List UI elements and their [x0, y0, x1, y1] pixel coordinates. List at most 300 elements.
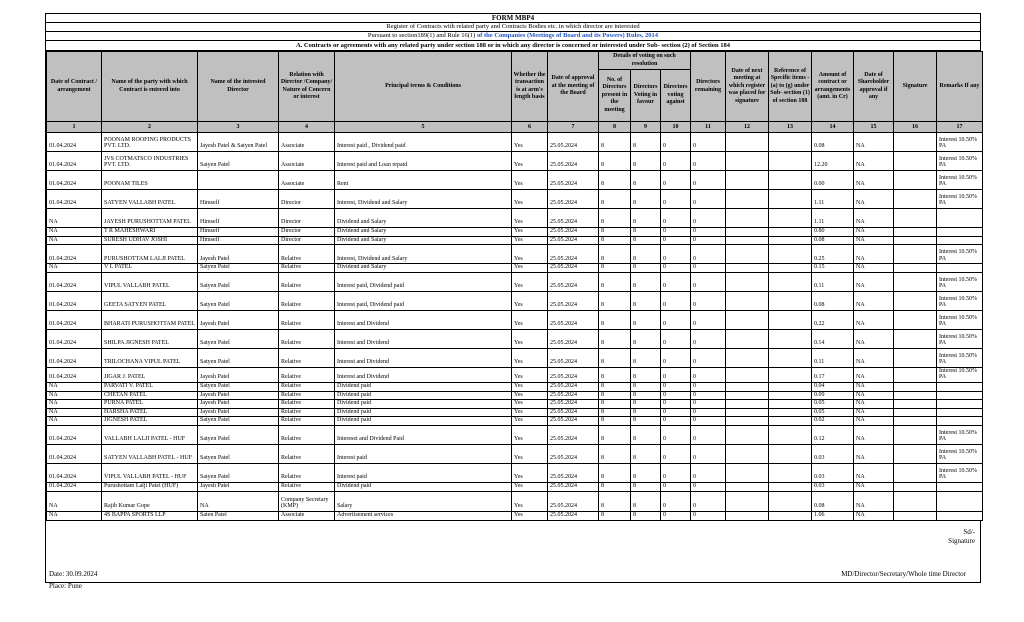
- cell-party: V L PATEL: [102, 264, 198, 273]
- cell-party: JIGAR J. PATEL: [102, 367, 198, 382]
- cell-voting-against: 0: [661, 133, 691, 152]
- cell-directors-remaining: 0: [691, 491, 726, 511]
- col-header-party-name: Name of the party with which Contract is entered into: [102, 52, 198, 122]
- cell-amount: 0.15: [812, 264, 854, 273]
- cell-terms: Interest and Dividend: [335, 367, 512, 382]
- table-row: [47, 400, 983, 409]
- cell-amount: 1.06: [812, 511, 854, 520]
- cell-relation: Relative: [279, 391, 335, 400]
- cell-shareholder-approval: NA: [854, 382, 894, 391]
- cell-director: Himself: [198, 190, 279, 209]
- cell-party: PURNA PATEL: [102, 400, 198, 409]
- cell-next-meeting: [726, 264, 769, 273]
- col-header-board-approval-date: Date of approval at the meeting of the Board: [548, 52, 599, 122]
- cell-directors-present: 8: [599, 400, 631, 409]
- cell-directors-present: 8: [599, 482, 631, 491]
- cell-shareholder-approval: NA: [854, 245, 894, 264]
- cell-approval-date: 25.05.2024: [548, 133, 599, 152]
- cell-voting-favour: 8: [631, 310, 661, 329]
- cell-party: Rajib Kumar Gope: [102, 491, 198, 511]
- cell-amount: 0.08: [812, 491, 854, 511]
- cell-terms: Interest and Dividend: [335, 348, 512, 367]
- cell-voting-favour: 8: [631, 152, 661, 171]
- cell-remarks: Interest 10.50% PA: [937, 348, 983, 367]
- cell-signature: [894, 425, 937, 444]
- cell-relation: Relative: [279, 400, 335, 409]
- cell-terms: Dividend paid: [335, 408, 512, 417]
- cell-directors-remaining: 0: [691, 190, 726, 209]
- cell-reference: [769, 228, 812, 237]
- form-title: FORM MBP4: [46, 14, 980, 23]
- cell-reference: [769, 190, 812, 209]
- table-row: [47, 133, 983, 152]
- cell-director: Satyen Patel: [198, 152, 279, 171]
- col-number: 9: [631, 122, 661, 133]
- cell-directors-present: 8: [599, 245, 631, 264]
- cell-shareholder-approval: NA: [854, 152, 894, 171]
- cell-director: Satyen Patel: [198, 417, 279, 426]
- table-row: [47, 190, 983, 209]
- cell-signature: [894, 291, 937, 310]
- cell-directors-remaining: 0: [691, 272, 726, 291]
- cell-date: 01.04.2024: [47, 310, 102, 329]
- cell-director: Jayesh Patel: [198, 408, 279, 417]
- cell-voting-against: 0: [661, 511, 691, 520]
- cell-directors-present: 8: [599, 236, 631, 245]
- cell-remarks: Interest 10.50% PA: [937, 171, 983, 190]
- cell-party: VALLABH LALJI PATEL - HUF: [102, 425, 198, 444]
- cell-directors-present: 8: [599, 463, 631, 482]
- cell-arms-length: Yes: [512, 291, 548, 310]
- cell-directors-remaining: 0: [691, 511, 726, 520]
- cell-reference: [769, 133, 812, 152]
- cell-amount: 12.20: [812, 152, 854, 171]
- cell-next-meeting: [726, 245, 769, 264]
- cell-directors-remaining: 0: [691, 171, 726, 190]
- table-row: [47, 425, 983, 444]
- cell-directors-remaining: 0: [691, 348, 726, 367]
- cell-next-meeting: [726, 291, 769, 310]
- col-header-next-meeting-date: Date of next meeting at which register was placed for signature: [726, 52, 769, 122]
- cell-date: 01.04.2024: [47, 291, 102, 310]
- cell-voting-favour: 8: [631, 400, 661, 409]
- cell-party: POONAM TILES: [102, 171, 198, 190]
- cell-directors-remaining: 0: [691, 228, 726, 237]
- cell-directors-present: 8: [599, 382, 631, 391]
- col-number: 5: [335, 122, 512, 133]
- cell-reference: [769, 209, 812, 228]
- cell-voting-against: 0: [661, 310, 691, 329]
- cell-next-meeting: [726, 228, 769, 237]
- cell-amount: 0.80: [812, 228, 854, 237]
- cell-approval-date: 25.05.2024: [548, 491, 599, 511]
- cell-voting-favour: 8: [631, 408, 661, 417]
- cell-signature: [894, 228, 937, 237]
- table-row: [47, 391, 983, 400]
- cell-directors-remaining: 0: [691, 425, 726, 444]
- cell-shareholder-approval: NA: [854, 425, 894, 444]
- cell-remarks: Interest 10.50% PA: [937, 272, 983, 291]
- cell-terms: Dividend and Salary: [335, 236, 512, 245]
- cell-arms-length: Yes: [512, 236, 548, 245]
- col-header-voting-against: Directors voting against: [661, 70, 691, 122]
- cell-voting-against: 0: [661, 245, 691, 264]
- cell-party: T R MAHESHWARI: [102, 228, 198, 237]
- cell-reference: [769, 264, 812, 273]
- cell-terms: Dividend paid: [335, 417, 512, 426]
- cell-remarks: [937, 382, 983, 391]
- cell-director: Saten Patel: [198, 511, 279, 520]
- cell-terms: Interest and Dividend: [335, 310, 512, 329]
- cell-shareholder-approval: NA: [854, 417, 894, 426]
- cell-voting-favour: 8: [631, 133, 661, 152]
- col-number: 12: [726, 122, 769, 133]
- column-number-row: [47, 122, 983, 133]
- col-number: 2: [102, 122, 198, 133]
- cell-remarks: Interest 10.50% PA: [937, 463, 983, 482]
- cell-voting-against: 0: [661, 291, 691, 310]
- cell-terms: Interest paid: [335, 463, 512, 482]
- cell-relation: Relative: [279, 264, 335, 273]
- cell-reference: [769, 329, 812, 348]
- cell-arms-length: Yes: [512, 425, 548, 444]
- cell-director: NA: [198, 491, 279, 511]
- cell-approval-date: 25.05.2024: [548, 482, 599, 491]
- cell-relation: Relative: [279, 367, 335, 382]
- signature-block: [948, 528, 975, 546]
- table-row: [47, 209, 983, 228]
- cell-amount: 0.11: [812, 272, 854, 291]
- cell-reference: [769, 367, 812, 382]
- cell-shareholder-approval: NA: [854, 264, 894, 273]
- cell-remarks: Interest 10.50% PA: [937, 444, 983, 463]
- table-row: [47, 417, 983, 426]
- cell-shareholder-approval: NA: [854, 236, 894, 245]
- col-header-voting-favour: Directors Voting in favour: [631, 70, 661, 122]
- cell-directors-present: 8: [599, 329, 631, 348]
- cell-voting-against: 0: [661, 272, 691, 291]
- cell-date: NA: [47, 228, 102, 237]
- cell-signature: [894, 348, 937, 367]
- cell-amount: 0.03: [812, 444, 854, 463]
- cell-reference: [769, 152, 812, 171]
- cell-amount: 0.17: [812, 367, 854, 382]
- col-number: 6: [512, 122, 548, 133]
- cell-approval-date: 25.05.2024: [548, 391, 599, 400]
- cell-directors-remaining: 0: [691, 444, 726, 463]
- cell-reference: [769, 391, 812, 400]
- cell-signature: [894, 272, 937, 291]
- cell-director: Satyen Patel: [198, 272, 279, 291]
- cell-voting-against: 0: [661, 329, 691, 348]
- cell-relation: Relative: [279, 408, 335, 417]
- cell-directors-remaining: 0: [691, 310, 726, 329]
- cell-relation: Associate: [279, 511, 335, 520]
- cell-date: 01.04.2024: [47, 463, 102, 482]
- cell-amount: 0.04: [812, 382, 854, 391]
- cell-party: SURESH UDHAV JOSHI: [102, 236, 198, 245]
- cell-date: 01.04.2024: [47, 133, 102, 152]
- pursuant-text-blue: of the Companies (Meetings of Board and its Powers) Rules, 2014: [476, 32, 659, 39]
- cell-voting-against: 0: [661, 152, 691, 171]
- cell-voting-favour: 8: [631, 329, 661, 348]
- cell-next-meeting: [726, 152, 769, 171]
- cell-approval-date: 25.05.2024: [548, 511, 599, 520]
- cell-terms: Dividend and Salary: [335, 209, 512, 228]
- cell-voting-against: 0: [661, 348, 691, 367]
- cell-party: JIGNESH PATEL: [102, 417, 198, 426]
- cell-next-meeting: [726, 133, 769, 152]
- table-row: [47, 382, 983, 391]
- cell-relation: Relative: [279, 463, 335, 482]
- cell-reference: [769, 348, 812, 367]
- cell-arms-length: Yes: [512, 482, 548, 491]
- cell-remarks: Interest 10.50% PA: [937, 152, 983, 171]
- cell-signature: [894, 190, 937, 209]
- cell-remarks: [937, 482, 983, 491]
- cell-remarks: Interest 10.50% PA: [937, 190, 983, 209]
- cell-reference: [769, 482, 812, 491]
- cell-reference: [769, 310, 812, 329]
- cell-date: NA: [47, 236, 102, 245]
- cell-terms: Dividend paid: [335, 391, 512, 400]
- col-header-signature: Signature: [894, 52, 937, 122]
- cell-date: 01.04.2024: [47, 152, 102, 171]
- cell-arms-length: Yes: [512, 190, 548, 209]
- cell-director: Jayesh Patel: [198, 367, 279, 382]
- cell-voting-favour: 8: [631, 245, 661, 264]
- cell-arms-length: Yes: [512, 152, 548, 171]
- cell-date: 01.04.2024: [47, 245, 102, 264]
- footer-place: Place: Pune: [49, 581, 82, 590]
- cell-reference: [769, 291, 812, 310]
- col-number: 1: [47, 122, 102, 133]
- cell-terms: Dividend and Salary: [335, 264, 512, 273]
- footer-date: Date: 30.09.2024: [49, 569, 98, 578]
- cell-party: GEETA SATYEN PATEL: [102, 291, 198, 310]
- cell-directors-present: 8: [599, 272, 631, 291]
- cell-party: HARSHA PATEL: [102, 408, 198, 417]
- cell-date: 01.04.2024: [47, 171, 102, 190]
- cell-date: 01.04.2024: [47, 425, 102, 444]
- cell-shareholder-approval: NA: [854, 348, 894, 367]
- cell-directors-present: 8: [599, 425, 631, 444]
- table-row: [47, 444, 983, 463]
- cell-voting-favour: 8: [631, 171, 661, 190]
- cell-remarks: Interest 10.50% PA: [937, 425, 983, 444]
- cell-relation: Director: [279, 236, 335, 245]
- cell-remarks: [937, 400, 983, 409]
- col-number: 7: [548, 122, 599, 133]
- cell-approval-date: 25.05.2024: [548, 408, 599, 417]
- sd-label: Sd/-: [963, 527, 975, 536]
- cell-signature: [894, 152, 937, 171]
- cell-shareholder-approval: NA: [854, 133, 894, 152]
- cell-next-meeting: [726, 391, 769, 400]
- cell-terms: Dividend paid: [335, 400, 512, 409]
- cell-director: Satyen Patel: [198, 425, 279, 444]
- cell-directors-present: 8: [599, 391, 631, 400]
- cell-directors-present: 8: [599, 209, 631, 228]
- cell-reference: [769, 444, 812, 463]
- cell-directors-present: 8: [599, 417, 631, 426]
- cell-next-meeting: [726, 329, 769, 348]
- cell-voting-against: 0: [661, 391, 691, 400]
- cell-voting-favour: 8: [631, 444, 661, 463]
- cell-arms-length: Yes: [512, 491, 548, 511]
- cell-relation: Associate: [279, 133, 335, 152]
- cell-voting-favour: 8: [631, 425, 661, 444]
- cell-relation: Director: [279, 209, 335, 228]
- cell-arms-length: Yes: [512, 264, 548, 273]
- cell-remarks: Interest 10.50% PA: [937, 245, 983, 264]
- cell-next-meeting: [726, 425, 769, 444]
- cell-party: BHARATI PURUSHOTTAM PATEL: [102, 310, 198, 329]
- cell-amount: 0.05: [812, 408, 854, 417]
- cell-approval-date: 25.05.2024: [548, 171, 599, 190]
- cell-arms-length: Yes: [512, 272, 548, 291]
- section-a-line: A. Contracts or agreements with any related party under section 188 or in which any director is concerned or interested under Sub- section (2) of Section 184: [46, 41, 980, 51]
- cell-remarks: [937, 209, 983, 228]
- cell-voting-favour: 8: [631, 190, 661, 209]
- cell-arms-length: Yes: [512, 209, 548, 228]
- cell-director: Satyen Patel: [198, 264, 279, 273]
- cell-directors-remaining: 0: [691, 245, 726, 264]
- cell-arms-length: Yes: [512, 329, 548, 348]
- cell-date: NA: [47, 391, 102, 400]
- cell-arms-length: Yes: [512, 228, 548, 237]
- cell-voting-against: 0: [661, 209, 691, 228]
- cell-relation: Company Secretary (KMP): [279, 491, 335, 511]
- cell-shareholder-approval: NA: [854, 482, 894, 491]
- table-row: [47, 463, 983, 482]
- cell-signature: [894, 133, 937, 152]
- cell-voting-against: 0: [661, 463, 691, 482]
- cell-directors-present: 8: [599, 310, 631, 329]
- cell-party: JAYESH PURUSHOTTAM PATEL: [102, 209, 198, 228]
- cell-signature: [894, 400, 937, 409]
- cell-arms-length: Yes: [512, 171, 548, 190]
- cell-approval-date: 25.05.2024: [548, 310, 599, 329]
- cell-relation: Associate: [279, 171, 335, 190]
- cell-reference: [769, 382, 812, 391]
- cell-date: NA: [47, 511, 102, 520]
- cell-director: Satyen Patel: [198, 329, 279, 348]
- cell-voting-against: 0: [661, 236, 691, 245]
- cell-date: NA: [47, 382, 102, 391]
- cell-director: [198, 171, 279, 190]
- cell-directors-remaining: 0: [691, 367, 726, 382]
- cell-date: 01.04.2024: [47, 190, 102, 209]
- cell-director: Satyen Patel: [198, 382, 279, 391]
- cell-arms-length: Yes: [512, 382, 548, 391]
- cell-directors-remaining: 0: [691, 463, 726, 482]
- cell-shareholder-approval: NA: [854, 291, 894, 310]
- cell-director: Jayesh Patel: [198, 391, 279, 400]
- col-header-date-of-contract: Date of Contract / arrangement: [47, 52, 102, 122]
- cell-directors-remaining: 0: [691, 391, 726, 400]
- cell-shareholder-approval: NA: [854, 400, 894, 409]
- cell-party: CHETAN PATEL: [102, 391, 198, 400]
- cell-voting-favour: 8: [631, 367, 661, 382]
- form-subtitle: Register of Contracts with related party and Contracts Bodies etc. in which director are interested: [46, 23, 980, 32]
- cell-arms-length: Yes: [512, 463, 548, 482]
- cell-next-meeting: [726, 348, 769, 367]
- cell-directors-present: 8: [599, 491, 631, 511]
- cell-amount: 0.14: [812, 329, 854, 348]
- cell-party: 4S BAPPA SPORTS LLP: [102, 511, 198, 520]
- cell-director: Satyen Patel: [198, 348, 279, 367]
- cell-arms-length: Yes: [512, 400, 548, 409]
- cell-directors-present: 8: [599, 171, 631, 190]
- cell-arms-length: Yes: [512, 245, 548, 264]
- cell-next-meeting: [726, 511, 769, 520]
- table-row: [47, 348, 983, 367]
- cell-arms-length: Yes: [512, 310, 548, 329]
- cell-signature: [894, 463, 937, 482]
- table-row: [47, 329, 983, 348]
- cell-next-meeting: [726, 444, 769, 463]
- col-number: 10: [661, 122, 691, 133]
- col-number: 13: [769, 122, 812, 133]
- table-row: [47, 367, 983, 382]
- signature-label: Signature: [948, 536, 975, 545]
- cell-director: Himself: [198, 236, 279, 245]
- cell-director: Satyen Patel: [198, 463, 279, 482]
- cell-next-meeting: [726, 367, 769, 382]
- cell-voting-favour: 8: [631, 463, 661, 482]
- cell-relation: Relative: [279, 272, 335, 291]
- cell-shareholder-approval: NA: [854, 228, 894, 237]
- cell-shareholder-approval: NA: [854, 391, 894, 400]
- cell-relation: Relative: [279, 348, 335, 367]
- cell-voting-favour: 8: [631, 511, 661, 520]
- cell-approval-date: 25.05.2024: [548, 400, 599, 409]
- cell-directors-remaining: 0: [691, 291, 726, 310]
- cell-date: NA: [47, 209, 102, 228]
- cell-directors-remaining: 0: [691, 482, 726, 491]
- cell-approval-date: 25.05.2024: [548, 190, 599, 209]
- cell-terms: Dividend paid: [335, 382, 512, 391]
- cell-date: 01.04.2024: [47, 348, 102, 367]
- cell-reference: [769, 400, 812, 409]
- cell-next-meeting: [726, 236, 769, 245]
- cell-signature: [894, 417, 937, 426]
- cell-director: Jayesh Patel & Satyen Patel: [198, 133, 279, 152]
- cell-signature: [894, 245, 937, 264]
- cell-directors-remaining: 0: [691, 382, 726, 391]
- cell-next-meeting: [726, 463, 769, 482]
- cell-director: Himself: [198, 209, 279, 228]
- cell-terms: Interest, Dividend and Salary: [335, 190, 512, 209]
- cell-terms: Dividend paid: [335, 482, 512, 491]
- cell-shareholder-approval: NA: [854, 408, 894, 417]
- cell-party: PURUSHOTTAM LALJI PATEL: [102, 245, 198, 264]
- cell-date: NA: [47, 417, 102, 426]
- cell-signature: [894, 310, 937, 329]
- cell-remarks: [937, 391, 983, 400]
- cell-voting-against: 0: [661, 190, 691, 209]
- cell-directors-remaining: 0: [691, 400, 726, 409]
- cell-terms: Interest, Dividend and Salary: [335, 245, 512, 264]
- cell-amount: 0.08: [812, 291, 854, 310]
- cell-directors-present: 8: [599, 228, 631, 237]
- cell-amount: 0.08: [812, 236, 854, 245]
- cell-terms: Dividend and Salary: [335, 228, 512, 237]
- cell-director: Satyen Patel: [198, 291, 279, 310]
- col-number: 4: [279, 122, 335, 133]
- cell-arms-length: Yes: [512, 408, 548, 417]
